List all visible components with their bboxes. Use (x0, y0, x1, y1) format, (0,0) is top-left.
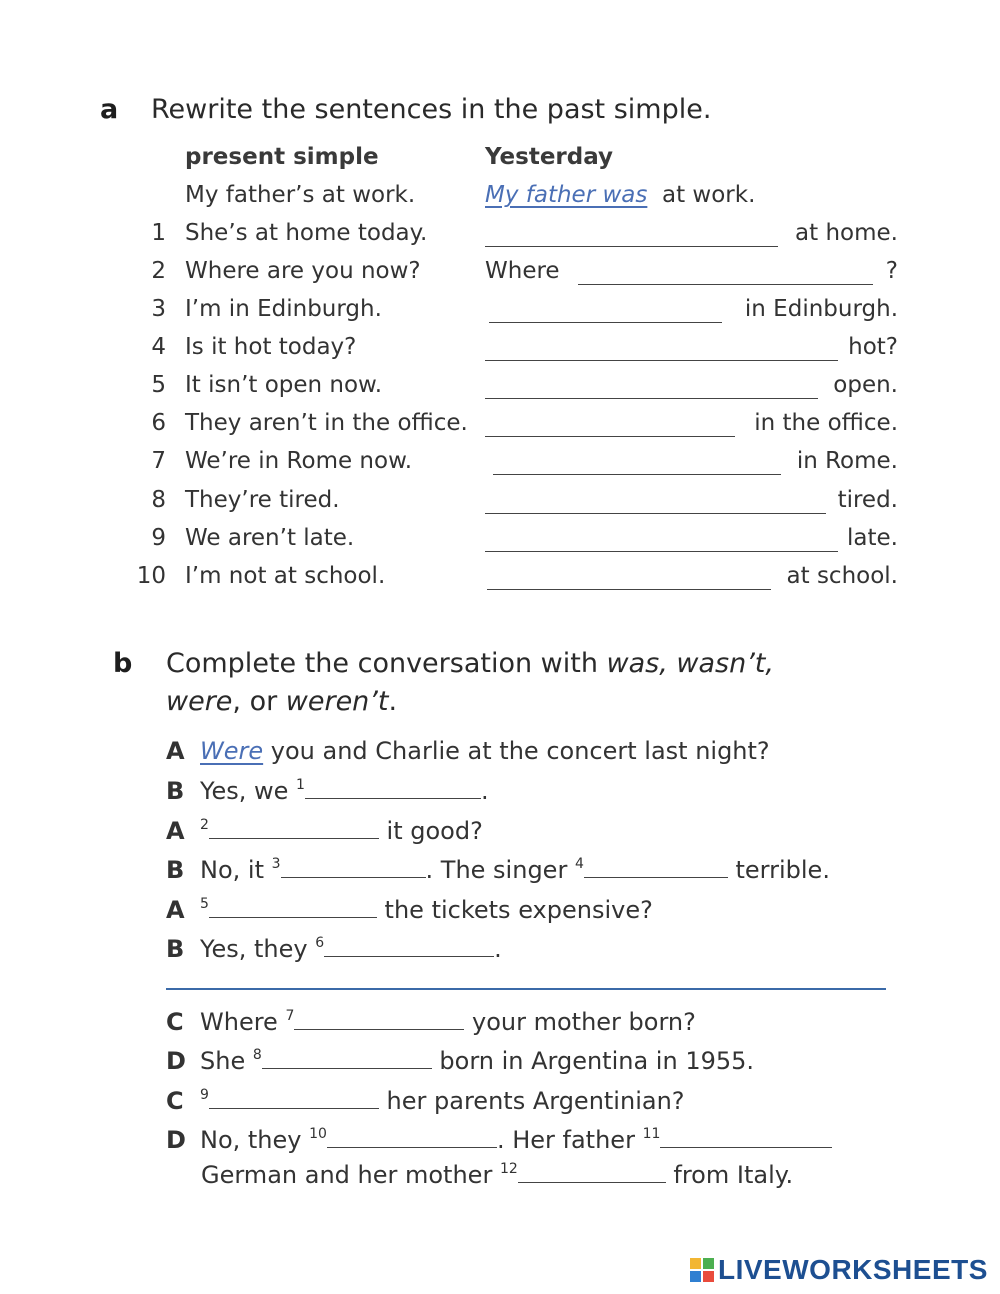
speaker-label: C (166, 1008, 184, 1036)
present-sentence: We’re in Rome now. (185, 448, 413, 474)
past-suffix: ? (885, 258, 898, 284)
question-number: 6 (151, 410, 166, 436)
gap-number: 5 (200, 896, 209, 912)
title-mid: , or (232, 686, 286, 717)
line-text: She (200, 1047, 253, 1075)
conversation-line (201, 1160, 793, 1189)
present-sentence: They aren’t in the office. (185, 410, 468, 436)
conversation-line (166, 776, 489, 805)
past-suffix: at home. (795, 220, 898, 246)
answer-blank[interactable] (489, 300, 722, 323)
answer-blank[interactable] (578, 262, 873, 285)
line-text: . The singer (425, 856, 575, 884)
line-text: terrible. (727, 856, 830, 884)
speaker-label: B (166, 856, 185, 884)
line-text: Yes, they (200, 935, 316, 963)
answer-blank[interactable] (281, 855, 426, 878)
question-number: 7 (151, 448, 166, 474)
gap-number: 2 (200, 817, 209, 833)
answer-blank[interactable] (327, 1125, 497, 1148)
gap-number: 10 (309, 1126, 327, 1142)
answer-blank[interactable] (485, 491, 826, 514)
section-a-title: Rewrite the sentences in the past simple. (151, 94, 712, 125)
line-text: your mother born? (464, 1008, 696, 1036)
title-end: . (388, 686, 398, 717)
speaker-label: B (166, 777, 185, 805)
line-text: born in Argentina in 1955. (431, 1047, 755, 1075)
logo-text: LIVEWORKSHEETS (718, 1254, 988, 1285)
question-number: 3 (151, 296, 166, 322)
past-suffix: in Rome. (796, 448, 898, 474)
gap-number: 1 (296, 777, 305, 793)
present-sentence: She’s at home today. (185, 220, 428, 246)
answer-blank[interactable] (518, 1160, 666, 1183)
conversation-line (166, 816, 483, 845)
example-answer: Were (200, 737, 264, 765)
past-suffix: in the office. (754, 410, 898, 436)
line-text: German and her mother (201, 1161, 500, 1189)
section-b-title-text: Complete the conversation with (166, 648, 607, 679)
answer-blank[interactable] (660, 1125, 832, 1148)
speaker-label: A (166, 737, 185, 765)
section-b-title-line2 (166, 686, 397, 717)
question-number: 10 (136, 563, 166, 589)
speaker-label: C (166, 1087, 184, 1115)
answer-blank[interactable] (294, 1007, 464, 1030)
gap-number: 12 (499, 1161, 518, 1177)
answer-blank[interactable] (584, 855, 728, 878)
line-text: No, they (200, 1126, 310, 1154)
answer-blank[interactable] (209, 816, 379, 839)
past-suffix: in Edinburgh. (744, 296, 898, 322)
past-suffix: late. (847, 525, 898, 551)
past-suffix: at school. (786, 563, 898, 589)
present-sentence: Where are you now? (185, 258, 421, 284)
answer-blank[interactable] (262, 1046, 432, 1069)
speaker-label: A (166, 896, 185, 924)
gap-number: 6 (315, 935, 325, 951)
answer-blank[interactable] (209, 1086, 379, 1109)
question-number: 8 (151, 487, 166, 513)
present-sentence: Is it hot today? (185, 334, 357, 360)
gap-number: 9 (200, 1087, 209, 1103)
line-text: No, it (200, 856, 272, 884)
speaker-label: A (166, 817, 185, 845)
conversation-line (166, 1046, 754, 1075)
line-text: Where (200, 1008, 286, 1036)
example-suffix: at work. (661, 182, 756, 208)
section-divider (166, 988, 886, 990)
title-word-werent: weren’t (285, 686, 389, 717)
section-a-letter: a (100, 94, 119, 125)
past-prefix: Where (485, 258, 560, 284)
past-suffix: hot? (848, 334, 898, 360)
present-sentence: I’m not at school. (185, 563, 386, 589)
column-header-present: present simple (185, 144, 379, 170)
line-text: you and Charlie at the concert last night? (263, 737, 770, 765)
answer-blank[interactable] (485, 529, 838, 552)
answer-blank[interactable] (487, 567, 771, 590)
question-number: 9 (151, 525, 166, 551)
present-sentence: I’m in Edinburgh. (185, 296, 382, 322)
column-header-past: Yesterday (485, 144, 614, 170)
present-sentence: We aren’t late. (185, 525, 355, 551)
speaker-label: D (166, 1126, 186, 1154)
conversation-line (166, 1007, 696, 1036)
question-number: 5 (151, 372, 166, 398)
conversation-line (166, 737, 770, 765)
answer-blank[interactable] (485, 224, 778, 247)
conversation-line (166, 934, 502, 963)
question-number: 1 (151, 220, 166, 246)
answer-blank[interactable] (485, 338, 838, 361)
speaker-label: B (166, 935, 185, 963)
example-answer: My father was (485, 182, 648, 208)
present-sentence: They’re tired. (185, 487, 340, 513)
past-suffix: tired. (837, 487, 898, 513)
line-text: it good? (378, 817, 483, 845)
answer-blank[interactable] (209, 895, 377, 918)
gap-number: 4 (574, 856, 584, 872)
present-sentence: It isn’t open now. (185, 372, 383, 398)
line-text: Yes, we (200, 777, 297, 805)
line-text: the tickets expensive? (376, 896, 653, 924)
example-present: My father’s at work. (185, 182, 416, 208)
answer-blank[interactable] (493, 452, 781, 475)
logo-mark-icon (690, 1258, 714, 1282)
gap-number: 3 (271, 856, 281, 872)
gap-number: 11 (642, 1126, 661, 1142)
conversation-line (166, 1125, 832, 1154)
gap-number: 7 (285, 1008, 295, 1024)
question-number: 2 (151, 258, 166, 284)
speaker-label: D (166, 1047, 186, 1075)
conversation-line (166, 1086, 685, 1115)
past-suffix: open. (833, 372, 898, 398)
liveworksheets-logo (690, 1254, 988, 1286)
title-word-were: were (166, 686, 233, 717)
answer-blank[interactable] (485, 414, 735, 437)
answer-blank[interactable] (305, 776, 481, 799)
line-text: . (480, 777, 489, 805)
section-b-letter: b (113, 648, 133, 679)
answer-blank[interactable] (324, 934, 494, 957)
conversation-line (166, 855, 830, 884)
section-b-title-words: was, wasn’t, (606, 648, 774, 679)
gap-number: 8 (252, 1047, 262, 1063)
line-text: her parents Argentinian? (378, 1087, 685, 1115)
section-b-title-line1 (166, 648, 774, 679)
line-text: . Her father (496, 1126, 643, 1154)
answer-blank[interactable] (485, 376, 818, 399)
line-text: from Italy. (665, 1161, 794, 1189)
example-answer-row (485, 182, 755, 208)
line-text: . (494, 935, 502, 963)
conversation-line (166, 895, 653, 924)
question-number: 4 (151, 334, 166, 360)
